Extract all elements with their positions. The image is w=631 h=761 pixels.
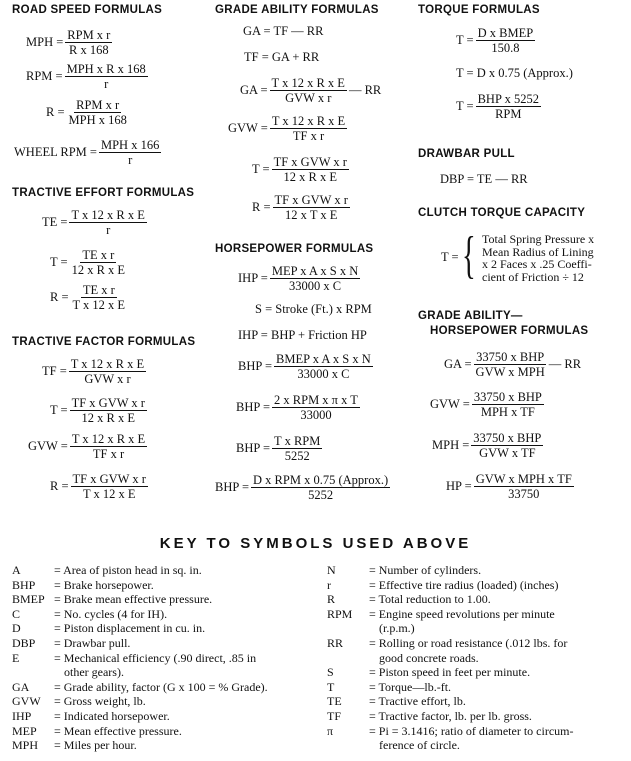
key-row: DBP = Drawbar pull. [12,635,131,650]
key-row: RR = Rolling or road resistance (.012 lbs. for good concrete roads. [327,635,568,665]
clutch-torque-lhs: T = [441,250,459,264]
formula-ga2: GA = T x 12 x R x E GVW x r — RR [240,76,382,105]
formula-t: T = $\frac{\text{TE x r}}{\text{12 x R x E}}$ [50,248,126,277]
formula-ga3: GA = 33750 x BHP GVW x MPH — RR [444,350,582,379]
horsepower-title: HORSEPOWER FORMULAS [215,243,374,255]
road-speed-title: ROAD SPEED FORMULAS [12,4,163,16]
grade-ability-title: GRADE ABILITY FORMULAS [215,4,379,16]
formula-tf: TF = T x 12 x R x E GVW x r [42,357,145,386]
left-brace: { [462,227,476,284]
formula-r4: R = TF x GVW x r 12 x T x E [252,193,348,222]
formula-r: R = RPM x r MPH x 168 [46,98,127,127]
key-row: GVW = Gross weight, lb. [12,694,146,709]
formula-mph2: MPH = 33750 x BHP GVW x TF [432,431,542,460]
key-row: C = No. cycles (4 for IH). [12,606,168,621]
formula-bhp4: BHP = D x RPM x 0.75 (Approx.) 5252 [215,473,389,502]
formula-t2: T = TF x GVW x r 12 x R x E [50,396,145,425]
key-row: TF = Tractive factor, lb. per lb. gross. [327,708,532,723]
key-row: S = Piston speed in feet per minute. [327,665,531,680]
key-row: T = Torque—lb.-ft. [327,679,452,694]
formula-torque1: T = D x BMEP 150.8 [456,26,534,55]
tractive-effort-title: TRACTIVE EFFORT FORMULAS [12,187,195,199]
formula-gvw3: GVW = 33750 x BHP MPH x TF [430,390,542,419]
formula-dbp: DBP = TE — RR [440,172,528,186]
key-row: N = Number of cylinders. [327,563,482,577]
formula-s: S = Stroke (Ft.) x RPM [255,302,372,316]
drawbar-pull-title: DRAWBAR PULL [418,148,515,160]
key-left [12,563,312,753]
key-row: r = Effective tire radius (loaded) (inches) [327,577,559,592]
formula-rpm: RPM = MPH x R x 168 r [26,62,146,91]
formula-gvw: GVW = $\frac{\text{T x 12 x R x E}}{\text{TF x r}}$ [28,432,146,461]
key-row: IHP = Indicated horsepower. [12,708,170,723]
formula-tf1: TF = GA + RR [244,50,320,64]
formula-t3: T = TF x GVW x r 12 x R x E [252,155,347,184]
key-row: D = Piston displacement in cu. in. [12,621,206,636]
key-row: MPH = Miles per hour. [12,738,137,753]
formula-bhp1: BHP = BMEP x A x S x N 33000 x C [238,352,371,381]
key-title: KEY TO SYMBOLS USED ABOVE [159,535,472,552]
formula-mph: MPH = RPM x r R x 168 [26,28,111,57]
formula-gvw2: GVW = $\frac{\text{T x 12 x R x E}}{\text{TF x r}}$ [228,114,346,143]
grade-hp-title-1: GRADE ABILITY— [418,310,523,322]
formula-bhp2: BHP = 2 x RPM x π x T 33000 [236,393,358,422]
formula-bhp3: BHP = T x RPM 5252 [236,434,321,463]
formula-ihp2: IHP = BHP + Friction HP [238,328,367,342]
formula-r2: R = $\frac{\text{TE x r}}{\text{T x 12 x E}}$ [50,283,126,312]
key-row: GA = Grade ability, factor (G x 100 = % Grade). [12,679,268,694]
formula-ihp: IHP = MEP x A x S x N 33000 x C [238,264,359,293]
key-row: E = Mechanical efficiency (.90 direct, .85 in other gears). [12,650,257,680]
torque-title: TORQUE FORMULAS [418,4,540,16]
key-right [327,563,622,753]
key-row: R = Total reduction to 1.00. [327,592,491,607]
formula-r3: R = TF x GVW x r T x 12 x E [50,472,146,501]
key-row: BHP = Brake horsepower. [12,577,154,592]
formula-torque3: T = BHP x 5252 RPM [456,92,539,121]
tractive-factor-title: TRACTIVE FACTOR FORMULAS [12,336,196,348]
key-row: TE = Tractive effort, lb. [327,694,466,709]
formula-ga1: GA = TF — RR [243,24,324,38]
formula-hp: HP = GVW x MPH x TF 33750 [446,472,572,501]
grade-hp-title-2: HORSEPOWER FORMULAS [430,325,589,337]
clutch-torque-text: Total Spring Pressure x Mean Radius of Lining x 2 Faces x .25 Coeffi- cient of Friction ÷ 12 [482,232,595,284]
formula-te: TE = $\frac{\text{T x 12 x R x E}}{r}$ [42,208,145,237]
key-row: RPM = Engine speed revolutions per minute (r.p.m.) [327,606,555,636]
key-row: A = Area of piston head in sq. in. [12,563,202,577]
formula-torque2: T = D x 0.75 (Approx.) [456,66,573,80]
clutch-torque-title: CLUTCH TORQUE CAPACITY [418,207,586,219]
key-row: MEP = Mean effective pressure. [12,723,182,738]
formula-wheel-rpm: WHEEL RPM = MPH x 166 r [14,138,160,167]
key-row: BMEP = Brake mean effective pressure. [12,592,213,607]
key-row: π = Pi = 3.1416; ratio of diameter to circum- ference of circle. [327,723,574,753]
